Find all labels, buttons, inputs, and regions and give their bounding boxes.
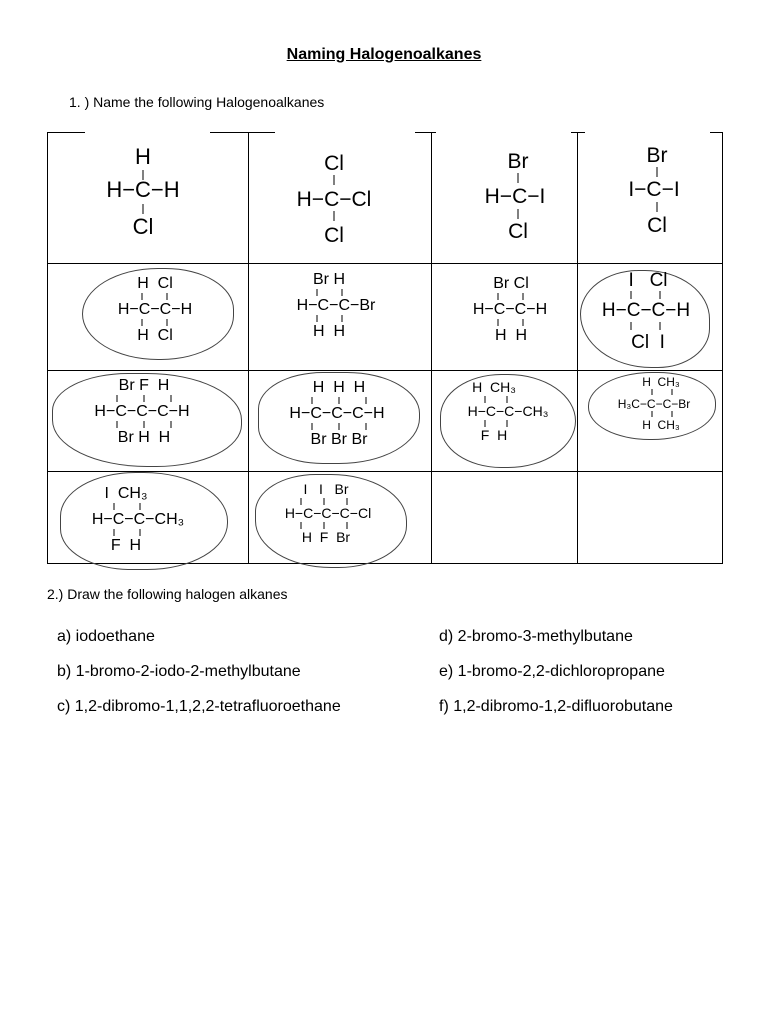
atom-label: F H [480,427,508,443]
grid-row-divider [48,263,722,264]
atom-label: H CH₃ [472,379,516,395]
atom-label: H−C−Cl [296,188,372,211]
grid-column-divider [248,133,249,563]
atom-label: Br [507,150,529,173]
atom-label: Br Br Br [310,431,368,448]
atom-label: H H [495,327,527,344]
atom-label: H−C−C−H [117,301,193,318]
molecule-5 [105,272,215,352]
atom-label: H₃C−C−C−Br [617,397,691,411]
atom-label: F H [110,537,142,554]
border-gap [585,130,710,134]
atom-label: H−C−C−C−H [94,403,190,420]
molecule-1 [80,142,220,252]
atom-label: H CH₃ [642,375,680,389]
atom-label: I CH₃ [104,485,148,502]
atom-label: H H [313,323,345,340]
draw-item-d: d) 2-bromo-3-methylbutane [439,628,633,645]
molecule-3 [455,146,575,246]
atom-label: I Cl [628,270,668,291]
atom-label: Br H [313,271,345,288]
atom-label: H H H [312,379,366,396]
atom-label: H Cl [137,275,173,292]
draw-item-c: c) 1,2-dibromo-1,1,2,2-tetrafluoroethane [57,698,341,715]
molecule-7 [458,272,568,352]
atom-label: I−C−I [628,178,680,201]
atom-label: Cl I [631,332,665,353]
grid-column-divider [577,133,578,563]
atom-label: H−C−C−C−Cl [284,505,372,521]
atom-label: Cl [324,224,344,247]
atom-label: H−C−C−CH₃ [467,403,549,419]
question-2-heading: 2.) Draw the following halogen alkanes [47,586,288,602]
grid-row-divider [48,370,722,371]
atom-label: Br H H [117,429,171,446]
atom-label: Br [646,144,668,167]
molecule-4 [600,140,720,240]
molecule-2 [272,148,412,248]
atom-label: H−C−C−C−H [289,405,385,422]
atom-label: I I Br [303,481,349,497]
atom-label: H−C−C−CH₃ [91,511,185,528]
draw-item-f: f) 1,2-dibromo-1,2-difluorobutane [439,698,673,715]
page-title: Naming Halogenoalkanes [286,46,482,63]
question-1-heading: 1. ) Name the following Halogenoalkanes [69,94,325,110]
border-gap [275,130,415,134]
atom-label: H Cl [137,327,173,344]
atom-label: Cl [647,214,667,237]
molecule-13 [76,482,216,562]
atom-label: H−C−I [484,185,546,208]
atom-label: H−C−C−Br [296,297,376,314]
draw-item-e: e) 1-bromo-2,2-dichloropropane [439,663,665,680]
atom-label: H−C−H [106,177,180,202]
molecule-10 [274,376,414,456]
atom-label: Cl [324,152,344,175]
atom-label: Cl [132,214,154,239]
atom-label: H F Br [301,529,351,545]
atom-label: Br Cl [493,275,529,292]
molecule-11 [452,378,572,448]
molecule-9 [74,374,224,454]
border-gap [85,130,210,134]
atom-label: H−C−C−H [601,300,691,321]
molecule-12 [604,374,714,436]
border-gap [436,130,571,134]
molecule-6 [284,268,404,348]
atom-label: H CH₃ [642,418,680,432]
molecule-14 [268,480,398,550]
molecule-8 [588,268,712,358]
grid-column-divider [431,133,432,563]
grid-row-divider [48,471,722,472]
atom-label: Cl [508,220,528,243]
draw-item-a: a) iodoethane [57,628,155,645]
atom-label: H [135,144,151,169]
atom-label: Br F H [118,377,170,394]
draw-item-b: b) 1-bromo-2-iodo-2-methylbutane [57,663,301,680]
atom-label: H−C−C−H [472,301,548,318]
